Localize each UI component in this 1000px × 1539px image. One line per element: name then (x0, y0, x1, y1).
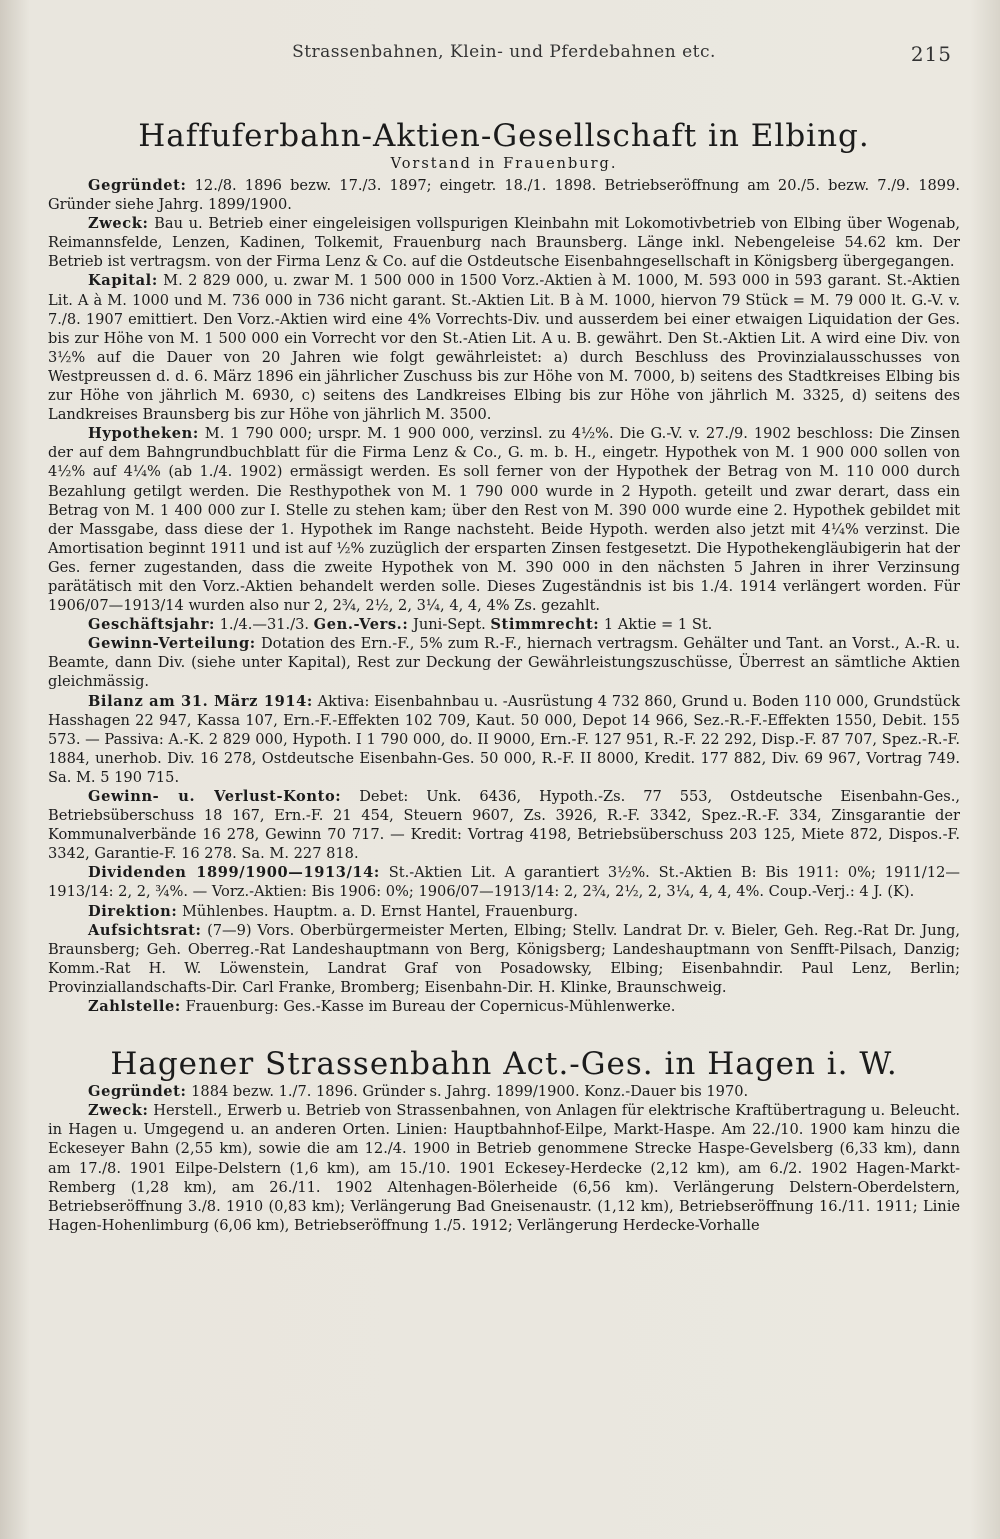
section-1-subtitle: Vorstand in Frauenburg. (390, 156, 618, 172)
running-head-text: Strassenbahnen, Klein- und Pferdebahnen etc. (292, 42, 716, 62)
para-zahlstelle: Zahlstelle: Frauenburg: Ges.-Kasse im Bureau der Copernicus-Mühlenwerke. (88, 998, 676, 1016)
para-direktion: Direktion: Mühlenbes. Hauptm. a. D. Ernst Hantel, Frauenburg. (88, 902, 578, 920)
para-aufsichtsrat: Aufsichtsrat: (7—9) Vors. Oberbürgermeister Merten, Elbing; Stellv. Landrat Dr. v. Bieler, Geh. Reg.-Rat Dr. Jung, Braunsberg; Geh. Oberreg.-Rat Landeshauptmann von Berg, Königsberg; Landeshauptmann von Senfft-Pilsach, Danzig; Komm.-Rat H. W. Löwenstein, Landrat Graf von Posadowsky, Elbing; Eisenbahndir. Paul Lenz, Berlin; Provinziallandschafts-Dir. Carl Franke, Bromberg; Eisenbahn-Dir. H. Klinke, Braunschweig. (48, 921, 960, 996)
para-gewinn-verteilung: Gewinn-Verteilung: Dotation des Ern.-F., 5% zum R.-F., hiernach vertragsm. Gehälter und Tant. an Vorst., A.-R. u. Beamte, dann Div. (siehe unter Kapital), Rest zur Deckung der Gewährleistungszuschüsse, Überrest an sämtliche Aktien gleichmässig. (48, 635, 960, 691)
para-hagen-zweck: Zweck: Herstell., Erwerb u. Betrieb von Strassenbahnen, von Anlagen für elektrische Kraftübertragung u. Beleucht. in Hagen u. Umgegend u. an anderen Orten. Linien: Hauptbahnhof-Eilpe, Markt-Haspe. Am 22./10. 1900 kam hinzu die Eckeseyer Bahn (2,55 km), sowie die am 12./4. 1900 in Betrieb genommene Strecke Haspe-Gevelsberg (6,33 km), dann am 17./8. 1901 Eilpe-Delstern (1,6 km), am 15./10. 1901 Eckesey-Herdecke (2,12 km), am 6./2. 1902 Hagen-Markt-Remberg (1,28 km), am 26./11. 1902 Altenhagen-Bölerheide (6,56 km). Verlängerung Delstern-Oberdelstern, Betriebseröffnung 3./8. 1910 (0,83 km); Verlängerung Bad Gneisenaustr. (1,12 km), Betriebseröffnung 16./11. 1911; Linie Hagen-Hohenlimburg (6,06 km), Betriebseröffnung 1./5. 1912; Verlängerung Herdecke-Vorhalle (48, 1102, 960, 1234)
para-dividenden: Dividenden 1899/1900—1913/14: St.-Aktien Lit. A garantiert 3½%. St.-Aktien B: Bis 1911: 0%; 1911/12—1913/14: 2, 2, ¾%. — Vorz.-Aktien: Bis 1906: 0%; 1906/07—1913/14: 2, 2¾, 2½, 2, 3¼, 4, 4, 4%. Coup.-Verj.: 4 J. (K). (48, 864, 960, 901)
section-2-title: Hagener Strassenbahn Act.-Ges. in Hagen i. W. (110, 1046, 898, 1083)
section-1-title: Haffuferbahn-Aktien-Gesellschaft in Elbing. (138, 118, 870, 154)
para-hagen-gegruendet: Gegründet: 1884 bezw. 1./7. 1896. Gründer s. Jahrg. 1899/1900. Konz.-Dauer bis 1970. (88, 1083, 749, 1101)
label: Gegründet: (88, 177, 187, 194)
para-zweck: Zweck: Bau u. Betrieb einer eingeleisigen vollspurigen Kleinbahn mit Lokomotivbetrieb von Elbing über Wogenab, Reimannsfelde, Lenzen, Kadinen, Tolkemit, Frauenburg nach Braunsberg. Länge inkl. Nebengeleise 54.62 km. Der Betrieb ist vertragsm. von der Firma Lenz & Co. auf die Ostdeutsche Eisenbahngesellschaft in Königsberg übergegangen. (48, 215, 960, 271)
para-bilanz: Bilanz am 31. März 1914: Aktiva: Eisenbahnbau u. -Ausrüstung 4 732 860, Grund u. Boden 110 000, Grundstück Hasshagen 22 947, Kassa 107, Ern.-F.-Effekten 102 709, Kaut. 50 000, Depot 14 966, Sez.-R.-F.-Effekten 1550, Debit. 155 573. — Passiva: A.-K. 2 829 000, Hypoth. I 1 790 000, do. II 9000, Ern.-F. 127 951, R.-F. 22 292, Disp.-F. 87 707, Spez.-R.-F. 1884, unerhob. Div. 16 278, Ostdeutsche Eisenbahn-Ges. 50 000, R.-F. II 8000, Kredit. 177 882, Div. 69 967, Vortrag 749. Sa. M. 5 190 715. (48, 692, 960, 786)
para-hypotheken: Hypotheken: M. 1 790 000; urspr. M. 1 900 000, verzinsl. zu 4½%. Die G.-V. v. 27./9. 1902 beschloss: Die Zinsen der auf dem Bahngrundbuchblatt für die Firma Lenz & Co., G. m. b. H., eingetr. Hypothek von M. 1 900 000 sollen von 4½% auf 4¼% (ab 1./4. 1902) ermässigt werden. Es soll ferner von der Hypothek der Betrag von M. 110 000 durch Bezahlung getilgt werden. Die Resthypothek von M. 1 790 000 wurde in 2 Hypoth. geteilt und zwar derart, dass ein Betrag von M. 1 400 000 zur I. Stelle zu stehen kam; über den Rest von M. 390 000 wurde eine 2. Hypothek gebildet mit der Massgabe, dass diese der 1. Hypothek im Range nachsteht. Beide Hypoth. werden also jetzt mit 4¼% verzinst. Die Amortisation beginnt 1911 und ist auf ½% zuzüglich der ersparten Zinsen festgesetzt. Die Hypothekengläubigerin hat der Ges. ferner zugestanden, dass die zweite Hypothek von M. 390 000 in den nächsten 5 Jahren in ihrer Verzinsung parätätisch mit den Vorz.-Aktien behandelt werden solle. Dieses Zugeständnis ist bis 1./4. 1914 verlängert worden. Für 1906/07—1913/14 wurden also nur 2, 2¾, 2½, 2, 3¼, 4, 4, 4% Zs. gezahlt. (48, 425, 960, 615)
para-geschaeftsjahr: Geschäftsjahr: 1./4.—31./3. Gen.-Vers.: Juni-Sept. Stimmrecht: 1 Aktie = 1 St. (88, 616, 713, 634)
para-kapital: Kapital: M. 2 829 000, u. zwar M. 1 500 000 in 1500 Vorz.-Aktien à M. 1000, M. 593 000 in 593 garant. St.-Aktien Lit. A à M. 1000 und M. 736 000 in 736 nicht garant. St.-Aktien Lit. B à M. 1000, hiervon 79 Stück = M. 79 000 lt. G.-V. v. 7./8. 1907 emittiert. Den Vorz.-Aktien wird eine 4% Vorrechts-Div. und ausserdem bei einer etwaigen Liquidation der Ges. bis zur Höhe von M. 1 500 000 ein Vorrecht vor den St.-Atien Lit. A u. B. gewährt. Den St.-Aktien Lit. A wird eine Div. von 3½% auf die Dauer von 20 Jahren wie folgt gewährleistet: a) durch Beschluss des Provinzialausschusses von Westpreussen d. d. 6. März 1896 ein jährlicher Zuschuss bis zur Höhe von M. 7000, b) seitens des Stadtkreises Elbing bis zur Höhe von jährlich M. 6930, c) seitens des Landkreises Elbing bis zur Höhe von jährlich M. 3325, d) seitens des Landkreises Braunsberg bis zur Höhe von jährlich M. 3500. (48, 272, 960, 424)
para-gegruendet: Gegründet: 12./8. 1896 bezw. 17./3. 1897; eingetr. 18./1. 1898. Betriebseröffnung am 20./5. bezw. 7./9. 1899. Gründer siehe Jahrg. 1899/1900. (48, 177, 960, 214)
para-gewinn-verlust: Gewinn- u. Verlust-Konto: Debet: Unk. 6436, Hypoth.-Zs. 77 553, Ostdeutsche Eisenbahn-Ges., Betriebsüberschuss 18 167, Ern.-F. 21 454, Steuern 9607, Zs. 3926, R.-F. 3342, Spez.-R.-F. 334, Zinsgarantie der Kommunalverbände 16 278, Gewinn 70 717. — Kredit: Vortrag 4198, Betriebsüberschuss 203 125, Miete 872, Dispos.-F. 3342, Garantie-F. 16 278. Sa. M. 227 818. (48, 788, 961, 863)
page-number: 215 (910, 42, 952, 66)
running-head (48, 42, 960, 70)
